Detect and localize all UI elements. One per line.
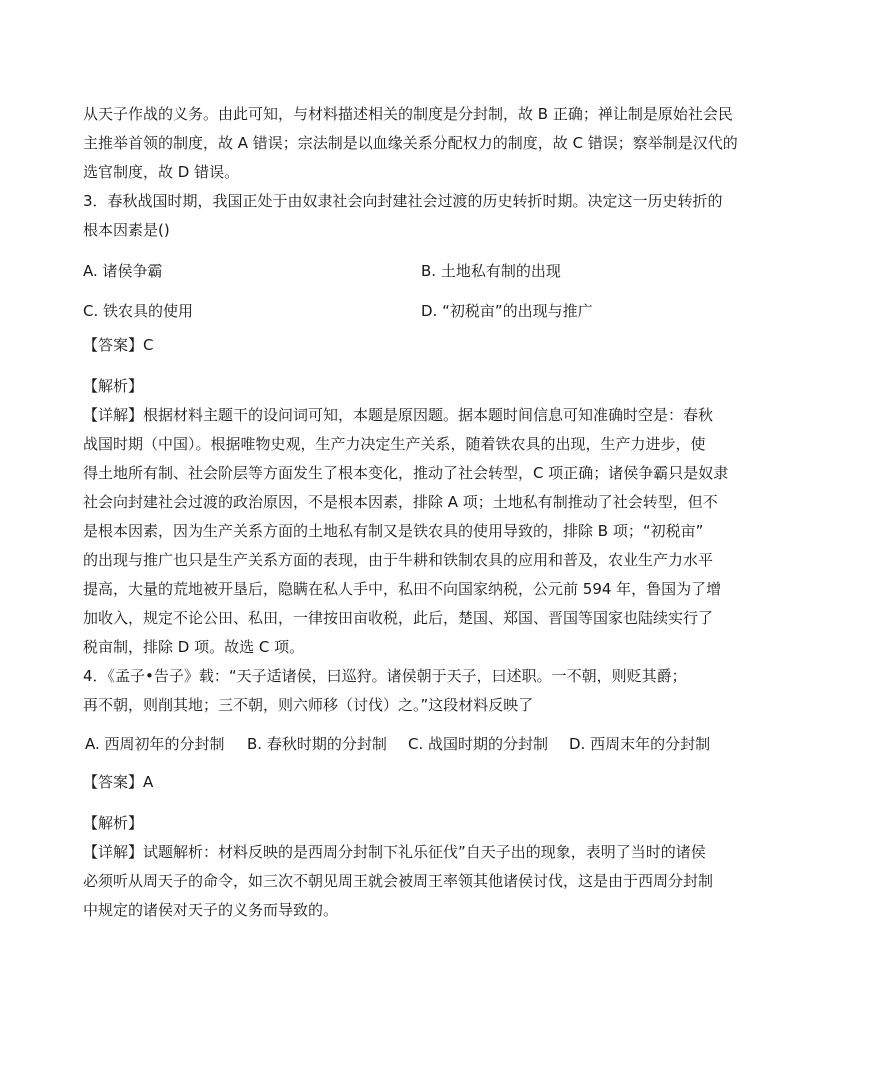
options-row (83, 726, 743, 762)
option-c: C. 铁农具的使用 (83, 302, 194, 320)
question-text-line: 根本因素是() (83, 221, 170, 239)
option-d: D. “初税亩”的出现与推广 (421, 302, 593, 320)
option-a: A. 西周初年的分封制 (85, 735, 225, 753)
detail-paragraph (83, 838, 743, 925)
options-row-2 (83, 291, 743, 331)
question-text-line: 4．《孟子•告子》载：“天子适诸侯，曰巡狩。诸侯朝于天子，曰述职。一不朝，则贬其爵； (83, 667, 687, 685)
question-4 (83, 662, 743, 925)
text-line: 必须听从周天子的命令，如三次不朝见周王就会被周王率领其他诸侯讨伐，这是由于西周分封制 (83, 872, 714, 890)
option-b: B. 春秋时期的分封制 (247, 735, 387, 753)
analysis-heading: 【解析】 (83, 814, 144, 832)
question-text-line: 再不朝，则削其地；三不朝，则六师移（讨伐）之。”这段材料反映了 (83, 696, 534, 714)
option-c: C. 战国时期的分封制 (408, 735, 549, 753)
question-text-line: 3．春秋战国时期，我国正处于由奴隶社会向封建社会过渡的历史转折时期。决定这一历史转折的 (83, 192, 723, 210)
text-line: 加收入，规定不论公田、私田，一律按田亩收税，此后，楚国、郑国、晋国等国家也陆续实行了 (83, 609, 714, 627)
text-line: 战国时期（中国）。根据唯物史观，生产力决定生产关系，随着铁农具的出现，生产力进步，使 (83, 435, 706, 453)
text-line: 主推举首领的制度，故 A 错误；宗法制是以血缘关系分配权力的制度，故 C 错误；察举制是汉代的 (83, 134, 738, 152)
text-line: 得土地所有制、社会阶层等方面发生了根本变化，推动了社会转型，C 项正确；诸侯争霸只是奴隶 (83, 464, 729, 482)
answer-label: 【答案】A (83, 773, 154, 791)
text-line: 的出现与推广也只是生产关系方面的表现，由于牛耕和铁制农具的应用和普及，农业生产力水平 (83, 551, 714, 569)
document-content (83, 100, 743, 925)
text-line: 【详解】根据材料主题干的设问词可知，本题是原因题。据本题时间信息可知准确时空是：春秋 (83, 406, 714, 424)
answer-label: 【答案】C (83, 336, 154, 354)
option-b: B. 土地私有制的出现 (421, 262, 561, 280)
options-row-1 (83, 251, 743, 291)
text-line: 税亩制，排除 D 项。故选 C 项。 (83, 638, 305, 656)
text-line: 【详解】试题解析：材料反映的是西周分封制下礼乐征伐”自天子出的现象，表明了当时的诸侯 (83, 843, 706, 861)
text-line: 提高，大量的荒地被开垦后，隐瞒在私人手中，私田不向国家纳税，公元前 594 年，鲁国为了增 (83, 580, 722, 598)
option-d: D. 西周末年的分封制 (569, 735, 711, 753)
text-line: 选官制度，故 D 错误。 (83, 163, 240, 181)
question-3 (83, 187, 743, 662)
text-line: 中规定的诸侯对天子的义务而导致的。 (83, 901, 339, 919)
option-a: A. 诸侯争霸 (83, 262, 163, 280)
text-line: 从天子作战的义务。由此可知，与材料描述相关的制度是分封制，故 B 正确；禅让制是原始社会民 (83, 105, 733, 123)
text-line: 是根本因素，因为生产关系方面的土地私有制又是铁农具的使用导致的，排除 B 项；“初税亩” (83, 522, 704, 540)
detail-paragraph (83, 401, 743, 662)
text-line: 社会向封建社会过渡的政治原因，不是根本因素，排除 A 项；土地私有制推动了社会转型，但不 (83, 493, 718, 511)
analysis-heading: 【解析】 (83, 377, 144, 395)
intro-paragraph (83, 100, 743, 187)
